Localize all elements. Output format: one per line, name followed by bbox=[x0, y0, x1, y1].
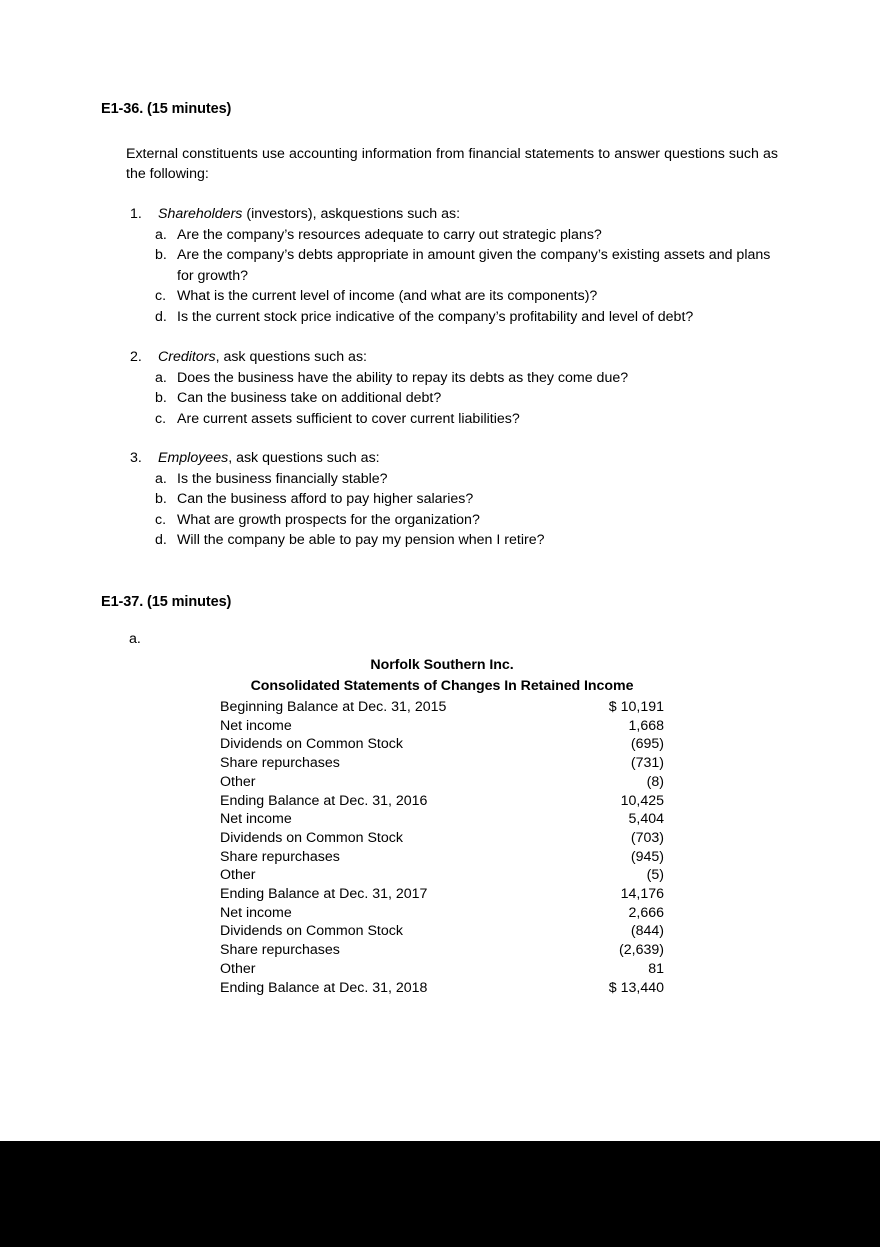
item-text: Is the current stock price indicative of the company’s profitability and level of debt? bbox=[177, 308, 694, 325]
table-row bbox=[220, 829, 664, 848]
question-sub-list bbox=[130, 368, 790, 430]
exercise-1-37-part-a-label: a. bbox=[129, 631, 141, 647]
group-title-suffix: , ask questions such as: bbox=[228, 450, 380, 466]
item-text: Are the company’s debts appropriate in amount given the company’s existing assets and plans for growth? bbox=[177, 247, 771, 284]
item-text: What are growth prospects for the organization? bbox=[177, 511, 480, 528]
statement-line-amount: (703) bbox=[630, 829, 664, 846]
statement-line-label: Beginning Balance at Dec. 31, 2015 bbox=[220, 699, 447, 715]
item-marker: a. bbox=[155, 470, 167, 487]
question-list-item bbox=[130, 409, 790, 430]
question-list-item bbox=[130, 469, 790, 490]
statement-line-amount: (695) bbox=[630, 736, 664, 753]
statement-line-amount: (945) bbox=[630, 848, 664, 865]
question-sub-list bbox=[130, 469, 790, 551]
question-list-item bbox=[130, 286, 790, 307]
statement-line-label: Other bbox=[220, 960, 256, 977]
table-row bbox=[220, 960, 664, 979]
statement-line-amount: (844) bbox=[630, 923, 664, 940]
item-marker: a. bbox=[155, 369, 167, 386]
statement-line-amount: $ 10,191 bbox=[608, 699, 664, 715]
item-text: Will the company be able to pay my pension when I retire? bbox=[177, 532, 545, 548]
table-row bbox=[220, 904, 664, 923]
question-list-item bbox=[130, 489, 790, 510]
table-row bbox=[220, 866, 664, 885]
item-text: Can the business afford to pay higher salaries? bbox=[177, 491, 474, 507]
table-row bbox=[220, 698, 664, 717]
question-group-shareholders bbox=[130, 204, 790, 327]
statement-line-amount: (5) bbox=[646, 867, 664, 884]
question-group-heading bbox=[130, 204, 790, 225]
table-row bbox=[220, 922, 664, 941]
page-bottom-black-band bbox=[0, 1141, 880, 1247]
table-row bbox=[220, 979, 664, 998]
item-text: Are current assets sufficient to cover current liabilities? bbox=[177, 410, 520, 427]
question-sub-list bbox=[130, 225, 790, 328]
group-title-suffix: , ask questions such as: bbox=[215, 349, 367, 365]
statement-line-amount: 2,666 bbox=[628, 904, 664, 921]
item-text: Does the business have the ability to repay its debts as they come due? bbox=[177, 369, 629, 386]
item-marker: b. bbox=[155, 247, 167, 263]
statement-line-amount: 10,425 bbox=[620, 792, 664, 809]
item-marker: b. bbox=[155, 390, 167, 406]
statement-line-amount: (8) bbox=[646, 773, 664, 790]
statement-line-label: Share repurchases bbox=[220, 942, 340, 959]
group-title: Creditors bbox=[158, 349, 216, 365]
statement-line-label: Net income bbox=[220, 904, 292, 921]
statement-line-amount: $ 13,440 bbox=[608, 979, 664, 996]
table-row bbox=[220, 848, 664, 867]
statement-line-amount: 5,404 bbox=[628, 811, 664, 828]
exercise-1-36-heading: E1-36. (15 minutes) bbox=[101, 101, 232, 117]
group-title: Employees bbox=[158, 450, 229, 466]
question-list-item bbox=[130, 368, 790, 389]
statement-line-label: Dividends on Common Stock bbox=[220, 829, 403, 846]
exercise-1-37-heading: E1-37. (15 minutes) bbox=[101, 594, 232, 610]
statement-line-label: Other bbox=[220, 867, 256, 884]
statement-line-label: Other bbox=[220, 773, 256, 790]
group-marker: 2. bbox=[130, 349, 142, 365]
statement-line-amount: 1,668 bbox=[628, 717, 664, 734]
question-group-heading bbox=[130, 347, 790, 368]
question-group-creditors bbox=[130, 347, 790, 429]
group-marker: 1. bbox=[130, 206, 142, 222]
group-marker: 3. bbox=[130, 450, 142, 466]
item-marker: c. bbox=[155, 511, 167, 528]
item-marker: c. bbox=[155, 410, 167, 427]
item-marker: c. bbox=[155, 288, 167, 304]
statement-line-label: Share repurchases bbox=[220, 755, 340, 772]
statement-line-label: Net income bbox=[220, 717, 292, 734]
statement-line-label: Ending Balance at Dec. 31, 2017 bbox=[220, 886, 428, 903]
question-list-item bbox=[130, 510, 790, 531]
item-marker: d. bbox=[155, 308, 167, 325]
table-row bbox=[220, 717, 664, 736]
retained-income-statement bbox=[220, 655, 664, 997]
retained-income-table bbox=[220, 698, 664, 997]
question-list-item bbox=[130, 307, 790, 328]
table-row bbox=[220, 885, 664, 904]
table-row bbox=[220, 941, 664, 960]
table-row bbox=[220, 773, 664, 792]
statement-company-name: Norfolk Southern Inc. bbox=[370, 657, 514, 673]
statement-line-label: Ending Balance at Dec. 31, 2016 bbox=[220, 792, 428, 809]
question-list-item bbox=[130, 225, 790, 246]
statement-line-label: Share repurchases bbox=[220, 848, 340, 865]
statement-line-label: Dividends on Common Stock bbox=[220, 736, 403, 753]
question-group-heading bbox=[130, 448, 790, 469]
statement-title: Consolidated Statements of Changes In Retained Income bbox=[250, 677, 634, 694]
statement-line-amount: (731) bbox=[630, 755, 664, 772]
item-text: Are the company’s resources adequate to carry out strategic plans? bbox=[177, 226, 602, 243]
statement-line-label: Dividends on Common Stock bbox=[220, 923, 403, 940]
item-text: What is the current level of income (and what are its components)? bbox=[177, 288, 598, 304]
table-row bbox=[220, 792, 664, 811]
table-row bbox=[220, 754, 664, 773]
item-marker: d. bbox=[155, 532, 167, 548]
item-text: Is the business financially stable? bbox=[177, 470, 388, 487]
question-list-item bbox=[130, 245, 790, 286]
group-title-suffix: (investors), askquestions such as: bbox=[242, 206, 461, 222]
statement-line-label: Ending Balance at Dec. 31, 2018 bbox=[220, 979, 428, 996]
item-marker: a. bbox=[155, 226, 167, 243]
question-list-item bbox=[130, 388, 790, 409]
item-text: Can the business take on additional debt? bbox=[177, 390, 442, 406]
statement-line-amount: 14,176 bbox=[620, 886, 664, 903]
retained-income-table-body bbox=[220, 698, 664, 997]
item-marker: b. bbox=[155, 491, 167, 507]
group-title: Shareholders bbox=[158, 206, 243, 222]
statement-line-amount: 81 bbox=[648, 960, 664, 977]
table-row bbox=[220, 735, 664, 754]
table-row bbox=[220, 810, 664, 829]
statement-line-amount: (2,639) bbox=[619, 942, 664, 959]
exercise-1-36-intro-paragraph: External constituents use accounting information from financial statements to answer questions such as the following: bbox=[126, 146, 778, 183]
question-group-employees bbox=[130, 448, 790, 551]
question-list-item bbox=[130, 530, 790, 551]
statement-line-label: Net income bbox=[220, 811, 292, 828]
